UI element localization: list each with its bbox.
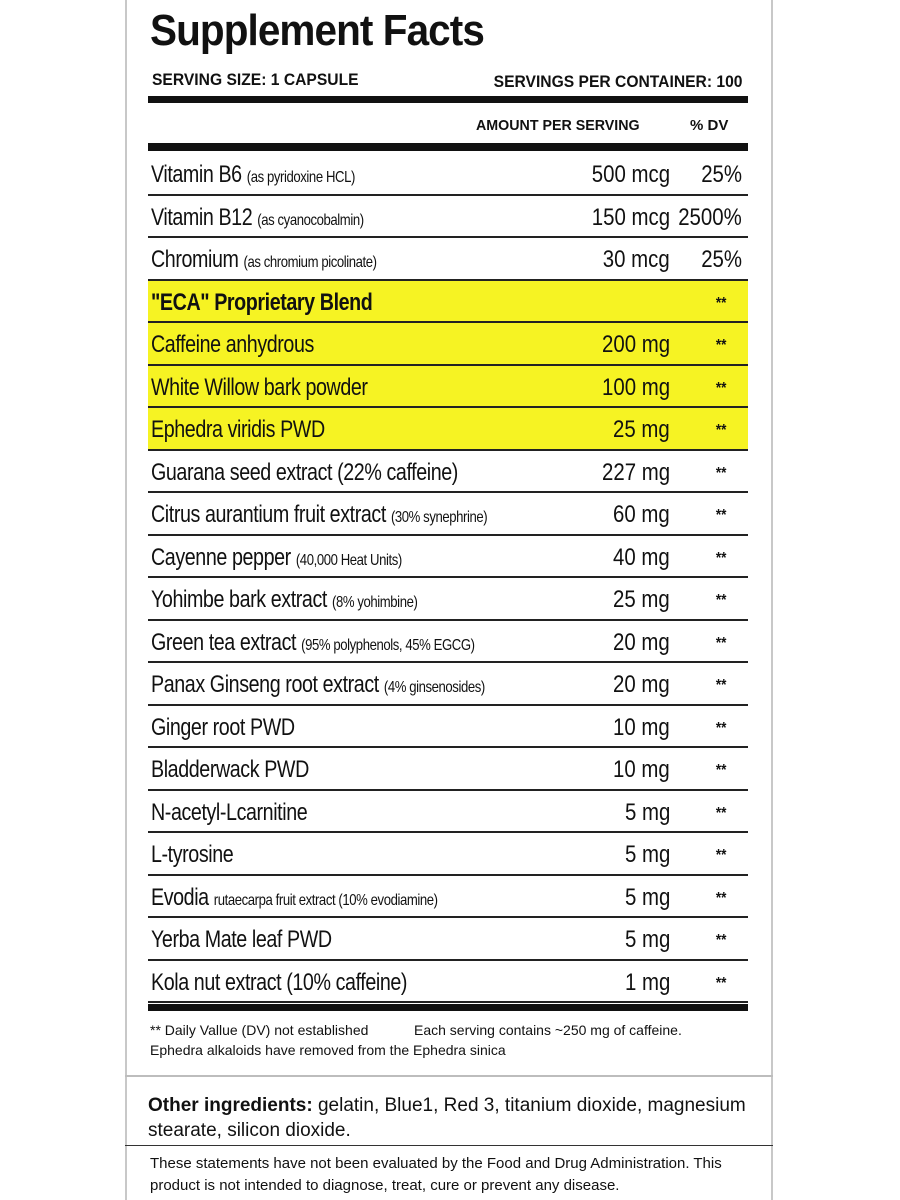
- other-ingredients: [148, 1093, 776, 1143]
- nutrient-name-text: "ECA" Proprietary Blend: [151, 288, 373, 316]
- nutrient-name: [151, 544, 402, 572]
- nutrient-name: [151, 969, 407, 997]
- nutrient-row: [148, 791, 748, 834]
- nutrient-daily-value: **: [715, 889, 726, 907]
- nutrient-note: (as pyridoxine HCL): [246, 169, 355, 186]
- nutrient-name: [151, 289, 372, 317]
- footnote-caffeine: Each serving contains ~250 mg of caffeine.: [414, 1022, 682, 1038]
- nutrient-name: [151, 586, 417, 614]
- nutrient-daily-value: **: [715, 507, 726, 524]
- footnote-daily-value: ** Daily Vallue (DV) not established: [150, 1022, 369, 1038]
- footnote-ephedra: Ephedra alkaloids have removed from the Ephedra sinica: [150, 1042, 506, 1058]
- nutrient-name-text: Ephedra viridis PWD: [151, 416, 325, 443]
- nutrient-name-text: Cayenne pepper: [151, 543, 291, 571]
- nutrient-name: [151, 246, 377, 274]
- nutrient-row: [148, 833, 748, 876]
- nutrient-name-text: Caffeine anhydrous: [151, 331, 314, 358]
- nutrient-daily-value: **: [715, 677, 726, 694]
- nutrient-name-text: Evodia: [151, 883, 209, 911]
- nutrient-row: [148, 493, 748, 536]
- nutrient-note: (30% synephrine): [390, 509, 488, 526]
- nutrient-daily-value: **: [715, 762, 726, 779]
- nutrient-daily-value: **: [715, 592, 726, 609]
- nutrient-row: [148, 663, 748, 706]
- nutrient-name: [151, 799, 307, 827]
- nutrient-amount: 1 mg: [624, 968, 670, 996]
- nutrient-amount: 100 mg: [601, 373, 670, 401]
- nutrient-name: [151, 459, 458, 487]
- nutrient-row: [148, 621, 748, 664]
- nutrient-name-text: Ginger root PWD: [151, 713, 295, 741]
- nutrient-row: [148, 323, 748, 366]
- nutrient-row: [148, 238, 748, 281]
- nutrient-amount: 25 mg: [613, 416, 670, 443]
- nutrient-note: (40,000 Heat Units): [295, 551, 402, 569]
- nutrient-table: [148, 153, 748, 1003]
- servings-per-container: SERVINGS PER CONTAINER: 100: [493, 72, 742, 91]
- nutrient-row: [148, 961, 748, 1004]
- nutrient-name: [151, 204, 364, 232]
- nutrient-row: [148, 451, 748, 494]
- thick-rule-top: [148, 96, 748, 103]
- nutrient-note: (95% polyphenols, 45% EGCG): [301, 636, 475, 654]
- nutrient-daily-value: **: [715, 549, 726, 567]
- nutrient-name: [151, 884, 438, 912]
- nutrient-amount: 20 mg: [613, 628, 670, 656]
- nutrient-row: [148, 366, 748, 409]
- nutrient-name-text: Yerba Mate leaf PWD: [151, 926, 332, 953]
- nutrient-daily-value: **: [715, 804, 726, 822]
- nutrient-name: [151, 714, 295, 742]
- nutrient-name: [151, 756, 309, 784]
- nutrient-amount: 20 mg: [613, 671, 670, 698]
- nutrient-amount: 500 mcg: [591, 161, 670, 188]
- nutrient-note: (as cyanocobalmin): [257, 211, 364, 229]
- nutrient-row: [148, 196, 748, 239]
- nutrient-row: [148, 748, 748, 791]
- nutrient-name: [151, 841, 233, 869]
- other-ingredients-text: gelatin, Blue1, Red 3, titanium dioxide, magnesium stearate, silicon dioxide.: [148, 1095, 746, 1141]
- nutrient-name: [151, 501, 487, 529]
- nutrient-row: [148, 876, 748, 919]
- label-title: Supplement Facts: [150, 6, 484, 55]
- footnotes: [150, 1020, 750, 1060]
- nutrient-daily-value: **: [715, 932, 726, 949]
- serving-size: SERVING SIZE: 1 CAPSULE: [152, 70, 359, 89]
- nutrient-amount: 5 mg: [624, 841, 670, 868]
- nutrient-daily-value: **: [715, 634, 726, 652]
- nutrient-name: [151, 926, 332, 954]
- nutrient-row: [148, 408, 748, 451]
- nutrient-amount: 5 mg: [624, 798, 670, 826]
- nutrient-daily-value: **: [715, 379, 726, 397]
- nutrient-name-text: Citrus aurantium fruit extract: [151, 501, 386, 528]
- nutrient-name-text: Bladderwack PWD: [151, 756, 309, 783]
- nutrient-name-text: White Willow bark powder: [151, 373, 368, 401]
- nutrient-daily-value: 25%: [701, 246, 742, 273]
- nutrient-daily-value: 2500%: [678, 203, 742, 231]
- nutrient-amount: 30 mcg: [603, 246, 670, 273]
- nutrient-name: [151, 331, 314, 359]
- nutrient-name: [151, 629, 475, 657]
- nutrient-daily-value: 25%: [701, 161, 742, 188]
- nutrient-row: [148, 153, 748, 196]
- nutrient-amount: 10 mg: [613, 713, 670, 741]
- nutrient-amount: 40 mg: [613, 543, 670, 571]
- nutrient-note: (4% ginsenosides): [383, 679, 485, 696]
- other-ingredients-label: Other ingredients:: [148, 1095, 313, 1116]
- nutrient-name: [151, 374, 368, 402]
- nutrient-amount: 150 mcg: [591, 203, 670, 231]
- nutrient-daily-value: **: [715, 294, 726, 312]
- nutrient-name-text: Vitamin B12: [151, 203, 253, 231]
- thick-rule-bottom: [148, 1004, 748, 1011]
- nutrient-note: (as chromium picolinate): [243, 254, 377, 271]
- nutrient-daily-value: **: [715, 464, 726, 482]
- nutrient-amount: 200 mg: [601, 331, 670, 358]
- nutrient-amount: 25 mg: [613, 586, 670, 613]
- nutrient-daily-value: **: [715, 974, 726, 992]
- fda-disclaimer: These statements have not been evaluated by the Food and Drug Administration. This product is not intended to diagnose, treat, cure or prevent any disease.: [150, 1155, 722, 1194]
- nutrient-name: [151, 161, 355, 189]
- nutrient-row: [148, 706, 748, 749]
- nutrient-name-text: L-tyrosine: [151, 841, 234, 868]
- nutrient-name-text: Panax Ginseng root extract: [151, 671, 379, 698]
- nutrient-name-text: N-acetyl-Lcarnitine: [151, 798, 308, 826]
- nutrient-daily-value: **: [715, 422, 726, 439]
- daily-value-header: % DV: [690, 117, 729, 134]
- nutrient-amount: 10 mg: [613, 756, 670, 783]
- nutrient-name-text: Chromium: [151, 246, 239, 273]
- thick-rule-header: [148, 143, 748, 151]
- nutrient-daily-value: **: [715, 719, 726, 737]
- nutrient-name-text: Green tea extract: [151, 628, 297, 656]
- nutrient-name-text: Guarana seed extract (22% caffeine): [151, 458, 458, 486]
- nutrient-amount: 5 mg: [624, 926, 670, 953]
- nutrient-name: [151, 416, 325, 444]
- nutrient-name-text: Vitamin B6: [151, 161, 242, 188]
- nutrient-row: [148, 578, 748, 621]
- nutrient-row: [148, 281, 748, 324]
- nutrient-daily-value: **: [715, 337, 726, 354]
- nutrient-amount: 60 mg: [613, 501, 670, 528]
- nutrient-amount: 227 mg: [601, 458, 670, 486]
- nutrient-row: [148, 536, 748, 579]
- nutrient-name-text: Kola nut extract (10% caffeine): [151, 968, 408, 996]
- section-divider: [125, 1075, 773, 1077]
- nutrient-note: rutaecarpa fruit extract (10% evodiamine): [213, 891, 438, 909]
- nutrient-name-text: Yohimbe bark extract: [151, 586, 327, 613]
- disclaimer-divider: [125, 1145, 773, 1146]
- amount-per-serving-header: AMOUNT PER SERVING: [476, 117, 640, 134]
- nutrient-row: [148, 918, 748, 961]
- nutrient-daily-value: **: [715, 847, 726, 864]
- nutrient-note: (8% yohimbine): [332, 594, 418, 611]
- nutrient-name: [151, 671, 485, 699]
- nutrient-amount: 5 mg: [624, 883, 670, 911]
